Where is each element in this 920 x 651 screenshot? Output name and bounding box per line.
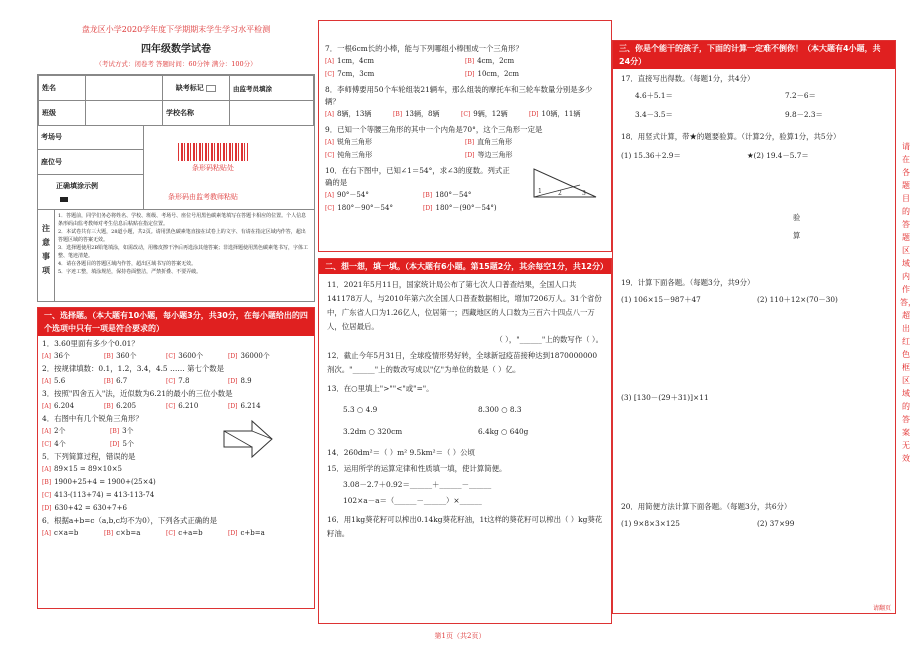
option[interactable]: [D] 等边三角形	[465, 151, 513, 159]
question-20-block	[621, 501, 883, 530]
option[interactable]: [A] 90°－54°	[325, 191, 369, 199]
calc-row	[621, 293, 883, 306]
calc-item[interactable]: 3.4－3.5＝	[635, 110, 673, 119]
question-4	[42, 413, 310, 451]
exam-no-label: 考场号	[38, 125, 143, 150]
verify-char: 验	[793, 213, 801, 222]
calc-item[interactable]: ★(2) 19.4－5.7＝	[747, 151, 809, 160]
top-title: 盘龙区小学2020学年度下学期期末学生学习水平检测	[81, 25, 271, 34]
option[interactable]: [C] 6.210	[166, 402, 199, 410]
section-2	[318, 258, 612, 624]
class-field[interactable]	[86, 101, 163, 126]
section-2-body	[319, 274, 611, 545]
option[interactable]: [B] 6.7	[104, 377, 128, 385]
options	[42, 350, 310, 363]
option[interactable]: [C] 3600个	[166, 352, 204, 360]
divider	[38, 209, 314, 210]
info-table	[37, 74, 315, 302]
question: 7．一根6cm长的小棒，能与下列哪组小棒围成一个三角形？	[325, 44, 523, 53]
compare-grid	[327, 399, 603, 443]
question: 9．已知一个等腰三角形的其中一个内角是70°，这个三角形一定是	[325, 125, 543, 134]
verify-label	[793, 209, 800, 245]
calc-item[interactable]: (1) 106×15－987＋47	[621, 295, 701, 304]
options	[325, 108, 605, 121]
option[interactable]: [C] 4个	[42, 440, 66, 448]
question-14: 14．260dm²＝（ ）m² 9.5km²＝（ ）公顷	[327, 448, 475, 457]
question-19-block	[621, 277, 883, 404]
verify-char: 算	[793, 231, 801, 240]
options	[325, 189, 525, 215]
option[interactable]: [B] 13辆，8辆	[393, 110, 440, 118]
compare-item[interactable]: 3.2dm ○ 320cm	[343, 427, 403, 436]
option[interactable]: [B] 3个	[110, 427, 134, 435]
option[interactable]: [C] 413-(113+74) = 413-113-74	[42, 491, 155, 499]
exam-no-block	[38, 125, 143, 211]
option[interactable]: [D] 8.9	[228, 377, 252, 385]
angle-2-label: 2	[558, 190, 562, 197]
notes-title: 注意事项	[42, 223, 50, 275]
option[interactable]: [A] 2个	[42, 427, 66, 435]
question-19: 19．计算下面各题。（每题3分，共9分）	[621, 278, 755, 287]
question: 4．右图中有几个锐角三角形？	[42, 414, 143, 423]
option[interactable]: [D] 6.214	[228, 402, 261, 410]
option[interactable]: [A] c×a=b	[42, 529, 79, 537]
option[interactable]: [D] 180°－(90°－54°)	[423, 204, 497, 212]
exam-title: 四年级数学试卷	[141, 44, 211, 55]
question-11: 11．2021年5月11日，国家统计局公布了第七次人口普查结果，全国人口共141178万人，与2010年第六次全国人口普查数据相比，增加7206万人。31个省份中，广东省人口为1.26亿人，位居第一；西藏地区的人口数为三百六十四点八一万人，位居最后。	[327, 280, 602, 331]
barcode-note: 条形码由监考教师粘贴	[168, 193, 238, 201]
section-1-body	[38, 336, 314, 542]
note-item: 1．答题前，同学们务必将姓名、学校、班级、考场号、座位号用黑色碳素笔填写在答题卡相应的位置。个人信息条形码由监考教师对考生信息后粘贴在指定位置。	[58, 213, 307, 227]
compare-item[interactable]: 8.300 ○ 8.3	[478, 405, 522, 414]
exam-info: （考试方式：闭卷考 答题时间：60分钟 满分：100分）	[95, 60, 257, 68]
fill-example-mark	[60, 197, 68, 202]
calc-item[interactable]: 9.8－2.3＝	[785, 110, 823, 119]
options	[42, 527, 310, 540]
fill-example-label: 正确填涂示例	[38, 175, 143, 211]
option[interactable]: [C] 9辆，12辆	[461, 110, 508, 118]
page-mark: 请翻页	[872, 605, 891, 612]
option[interactable]: [B] 1900+25+4 = 1900+(25×4)	[42, 478, 156, 486]
section-1-continued	[318, 20, 612, 252]
option[interactable]: [D] 630+42 = 630+7+6	[42, 504, 127, 512]
options	[325, 136, 605, 162]
question-12: 12．截止今年5月31日，全球疫情形势好转，全球新冠疫苗接种达到1870000000剂次。"______"上的数改写成以"亿"为单位的数是（ ）亿。	[327, 351, 598, 374]
option[interactable]: [C] 7cm，3cm	[325, 70, 375, 78]
option[interactable]: [B] 6.205	[104, 402, 137, 410]
note-item: 4．请在各题目的答题区域内作答，超出区域书写的答案无效。	[58, 261, 197, 267]
calc-item[interactable]: 4.6＋5.1＝	[635, 91, 673, 100]
note-item: 3．选择题使用2B铅笔填涂，如需改动，用橡皮擦干净后再选涂其他答案；非选择题使用黑色碳素笔书写，字体工整、笔迹清楚。	[58, 245, 309, 259]
question: 10．在右下图中，已知∠1＝54°，求∠3的度数。列式正确的是	[325, 166, 510, 187]
divider	[143, 125, 144, 209]
option[interactable]: [B] c×b=a	[104, 529, 141, 537]
question: 6．根据a+b=c（a,b,c均不为0），下列各式正确的是	[42, 516, 217, 525]
options	[42, 400, 310, 413]
section-1-title: 一、选择题。（本大题有10小题，每小题3分，共30分，在每小题给出的四个选项中只有一项是符合要求的）	[38, 308, 314, 336]
calc-item[interactable]: (2) 37×99	[757, 519, 795, 528]
name-label: 姓名	[39, 76, 86, 101]
question-11-blank: （ ），"______"上的数写作（ ）。	[495, 335, 603, 344]
option[interactable]: [A] 89×15 = 89×10×5	[42, 465, 123, 473]
section-3-body	[613, 69, 895, 617]
option[interactable]: [B] 4cm，2cm	[465, 57, 515, 65]
side-warning: 请在各题目的答题区域内作答，超出红色框区域的答案无效	[900, 142, 916, 463]
school-label: 学校名称	[163, 101, 230, 126]
question-20: 20．用简便方法计算下面各题。（每题3分，共6分）	[621, 502, 792, 511]
column-3	[612, 40, 896, 614]
options	[42, 375, 310, 388]
option[interactable]: [D] 10cm，2cm	[465, 70, 519, 78]
question: 3．按照"四舍五入"法，近似数为6.21的最小的三位小数是	[42, 389, 233, 398]
question: 8．李师傅要用50个车轮组装21辆车，那么组装的摩托车和三轮车数量分别是多少辆？	[325, 85, 593, 106]
option[interactable]: [A] 1cm，4cm	[325, 57, 375, 65]
angle-1-label: 1	[538, 188, 542, 195]
class-label: 班级	[39, 101, 86, 126]
absent-mark-box[interactable]	[206, 85, 216, 92]
option[interactable]: [A] 8辆，13辆	[325, 110, 372, 118]
option[interactable]: [A] 6.204	[42, 402, 75, 410]
arrow-figure-icon	[222, 419, 274, 459]
option[interactable]: [C] 钝角三角形	[325, 151, 373, 159]
school-field[interactable]	[230, 101, 314, 126]
question: 2．按规律填数：0.1，1.2，3.4，4.5 …… 第七个数是	[42, 364, 225, 373]
question-15-line-1[interactable]: 3.08－2.7＋0.92＝______＋______－______	[343, 480, 492, 489]
compare-item[interactable]: 6.4kg ○ 640g	[478, 427, 529, 436]
angle-3-label: 3	[582, 190, 586, 197]
option[interactable]: [A] 5.6	[42, 377, 66, 385]
section-3-title: 三、你是个能干的孩子，下面的计算一定难不倒你！（本大题有4小题，共24分）	[613, 41, 895, 69]
section-1	[37, 307, 315, 609]
question-10	[325, 165, 605, 215]
option[interactable]: [D] 5个	[110, 440, 134, 448]
note-item: 5．字迹工整，填涂规范，保持卷面整洁，严禁折叠、不要弄破。	[58, 269, 202, 275]
options	[42, 425, 182, 451]
column-2	[318, 20, 612, 621]
calc-item[interactable]: 7.2－6＝	[785, 91, 816, 100]
calc-row	[621, 108, 887, 121]
calc-item[interactable]: (3) [130－(29＋31)]×11	[621, 393, 709, 402]
option[interactable]: [A] 36个	[42, 352, 70, 360]
column-1	[37, 20, 315, 621]
triangle-figure-icon	[530, 165, 600, 201]
question-15-line-2[interactable]: 102×a－a＝（______－______）×______	[343, 496, 482, 505]
absent-mark-sub: 由监考员填涂	[230, 76, 314, 101]
absent-mark-label: 缺考标记	[163, 76, 230, 101]
option[interactable]: [D] 36000个	[228, 352, 270, 360]
divider	[54, 209, 55, 301]
option[interactable]: [D] c+b=a	[228, 529, 265, 537]
option[interactable]: [B] 180°－54°	[423, 191, 472, 199]
question-15: 15．运用所学的运算定律和性质填一填，使计算简便。	[327, 464, 507, 473]
option[interactable]: [B] 360个	[104, 352, 137, 360]
option[interactable]: [A] 锐角三角形	[325, 138, 373, 146]
page-number: 第1页（共2页）	[434, 632, 486, 640]
calc-item[interactable]: (1) 15.36＋2.9＝	[621, 151, 681, 160]
question-13: 13．在○里填上">""<"或"="。	[327, 384, 434, 393]
question: 5．下列简算过程，错误的是	[42, 452, 136, 461]
options	[325, 55, 605, 81]
question-16: 16．用1kg葵花籽可以榨出0.14kg葵花籽油，1t这样的葵花籽可以榨出（ ）kg葵花籽油。	[327, 515, 603, 538]
option[interactable]: [C] c+a=b	[166, 529, 203, 537]
notes-list	[58, 212, 310, 276]
section-2-title: 二、想一想，填一填。（本大题有6小题。第15题2分，其余每空1分，共12分）	[319, 259, 611, 274]
option[interactable]: [C] 180°－90°－54°	[325, 204, 393, 212]
seat-label: 座位号	[38, 150, 143, 175]
question-18: 18．用竖式计算，带★的题要验算。（计算2分，验算1分，共5分）	[621, 132, 841, 141]
barcode-icon	[178, 143, 248, 161]
name-field[interactable]	[86, 76, 163, 101]
option[interactable]: [D] 10辆，11辆	[529, 110, 581, 118]
question-17: 17．直接写出得数。（每题1分，共4分）	[621, 74, 755, 83]
option[interactable]: [B] 直角三角形	[465, 138, 513, 146]
compare-item[interactable]: 5.3 ○ 4.9	[343, 405, 378, 414]
note-item: 2．本试卷共有三大题，28道小题，共2页。请用黑色碳素笔直接在试卷上的文字、有请在指定区域内作答，超出答题区域的答案无效。	[58, 229, 306, 243]
calc-row	[621, 149, 887, 162]
question: 1．3.60里面有多少个0.01？	[42, 339, 139, 348]
calc-row	[621, 517, 883, 530]
calc-row	[621, 89, 887, 102]
barcode-label: 条形码粘贴处	[192, 164, 234, 172]
info-grid	[38, 75, 314, 126]
barcode-area	[178, 143, 248, 173]
calc-item[interactable]: (2) 110＋12×(70－30)	[757, 295, 838, 304]
options	[42, 463, 310, 515]
option[interactable]: [C] 7.8	[166, 377, 190, 385]
calc-item[interactable]: (1) 9×8×3×125	[621, 519, 680, 528]
